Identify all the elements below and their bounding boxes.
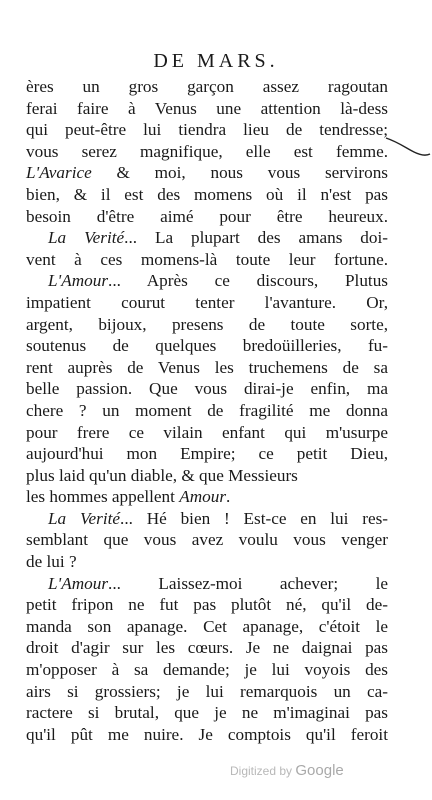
text-line: chere ? un moment de fragilité me donna <box>26 400 388 420</box>
text-line: manda son apanage. Cet apanage, c'étoit le <box>26 616 388 636</box>
text-line <box>26 551 388 573</box>
text-segment: ... La plupart des amans doi- <box>124 228 388 248</box>
text-line: m'opposer à sa demande; je lui voyois des <box>26 660 388 680</box>
speaker-name: L'Amour <box>48 573 109 593</box>
margin-ink-mark <box>384 132 432 172</box>
text-line: pour frere ce vilain enfant qui m'usurpe <box>26 422 388 442</box>
speaker-name: L'Amour <box>48 271 109 291</box>
text-line: petit fripon ne fut pas plutôt né, qu'il de- <box>26 595 388 615</box>
running-head: DE MARS. <box>153 50 279 72</box>
text-line: droit d'agir sur les cœurs. Je ne daignai pas <box>26 638 388 658</box>
text-line <box>26 465 388 487</box>
text-segment: de lui ? <box>26 552 77 572</box>
speaker-name: Amour <box>179 487 227 507</box>
text-line: bien, & il est des momens où il n'est pas <box>26 184 388 204</box>
body-text <box>26 76 388 745</box>
text-line: rent auprès de Venus les truchemens de sa <box>26 357 388 377</box>
text-line: ferai faire à Venus une attention là-dess <box>26 98 388 118</box>
text-line <box>26 486 388 508</box>
text-line: semblant que vous avez voulu vous venger <box>26 530 388 550</box>
text-segment: & moi, nous vous servirons <box>91 163 388 183</box>
text-line <box>26 270 388 292</box>
text-line: aujourd'hui mon Empire; ce petit Dieu, <box>26 444 388 464</box>
speaker-name: L'Avarice <box>26 163 92 183</box>
text-line: impatient courut tenter l'avanture. Or, <box>26 292 388 312</box>
text-line: ractere si brutal, que je ne m'imaginai pas <box>26 703 388 723</box>
text-segment: ... Laissez-moi achever; le <box>108 573 388 593</box>
text-line: qui peut-être lui tiendra lieu de tendresse; <box>26 120 388 140</box>
text-segment: . <box>226 487 231 507</box>
text-line: qu'il pût me nuire. Je comptois qu'il feroit <box>26 724 388 744</box>
text-line: besoin d'être aimé pour être heureux. <box>26 206 388 226</box>
text-line: vent à ces momens-là toute leur fortune. <box>26 249 388 269</box>
text-line: soutenus de quelques bredoüilleries, fu- <box>26 336 388 356</box>
text-line: vous serez magnifique, elle est femme. <box>26 141 388 161</box>
text-segment: plus laid qu'un diable, & que Messieurs <box>26 465 298 485</box>
text-line <box>26 508 388 530</box>
text-line: argent, bijoux, presens de toute sorte, <box>26 314 388 334</box>
text-line: belle passion. Que vous dirai-je enfin, ma <box>26 379 388 399</box>
watermark-brand: Google <box>295 762 344 779</box>
watermark-prefix: Digitized by <box>230 764 293 778</box>
text-line <box>26 573 388 595</box>
speaker-name: La Verité <box>48 228 125 248</box>
text-line <box>26 162 388 184</box>
text-segment: les hommes appellent <box>26 487 180 507</box>
text-line <box>26 227 388 249</box>
digitization-watermark <box>230 762 344 779</box>
speaker-name: La Verité <box>48 508 121 528</box>
text-line: airs si grossiers; je lui remarquois un ca- <box>26 681 388 701</box>
text-segment: ... Après ce discours, Plutus <box>108 271 388 291</box>
text-segment: ... Hé bien ! Est-ce en lui res- <box>120 508 388 528</box>
text-line: ères un gros garçon assez ragoutan <box>26 77 388 96</box>
